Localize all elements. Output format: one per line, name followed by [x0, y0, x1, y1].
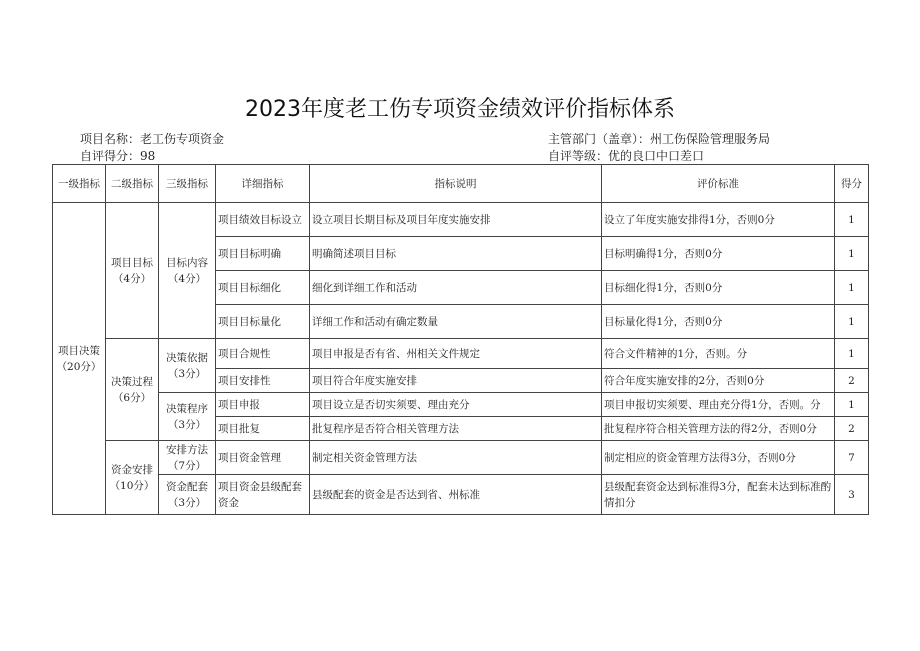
level3-cell: 目标内容（4分） [159, 203, 216, 339]
table-row [53, 203, 869, 237]
desc-cell: 县级配套的资金是否达到省、州标准 [310, 475, 602, 515]
level2-cell: 决策过程（6分） [106, 339, 159, 441]
criteria-cell: 目标量化得1分，否则0分 [602, 305, 835, 339]
score-cell: 1 [835, 237, 869, 271]
level3-cell: 安排方法（7分） [159, 441, 216, 475]
header-criteria: 评价标准 [602, 165, 835, 203]
score-cell: 2 [835, 369, 869, 393]
detail-cell: 项目资金管理 [216, 441, 310, 475]
score-cell: 1 [835, 203, 869, 237]
score-cell: 3 [835, 475, 869, 515]
detail-cell: 项目资金县级配套资金 [216, 475, 310, 515]
level2-cell: 项目目标（4分） [106, 203, 159, 339]
project-name: 项目名称：老工伤专项资金 [80, 132, 225, 146]
self-score: 自评得分：98 [80, 149, 156, 163]
score-cell: 1 [835, 393, 869, 417]
header-level2: 二级指标 [106, 165, 159, 203]
desc-cell: 细化到详细工作和活动 [310, 271, 602, 305]
table-row [53, 339, 869, 369]
detail-cell: 项目申报 [216, 393, 310, 417]
criteria-cell: 项目申报切实须要、理由充分得1分，否则。分 [602, 393, 835, 417]
criteria-cell: 县级配套资金达到标准得3分，配套未达到标准酌情扣分 [602, 475, 835, 515]
header-score: 得分 [835, 165, 869, 203]
table-row [53, 393, 869, 417]
desc-cell: 项目申报是否有省、州相关文件规定 [310, 339, 602, 369]
level1-cell: 项目决策（20分） [53, 203, 106, 515]
detail-cell: 项目目标细化 [216, 271, 310, 305]
score-cell: 2 [835, 417, 869, 441]
detail-cell: 项目绩效目标设立 [216, 203, 310, 237]
score-cell: 1 [835, 271, 869, 305]
header-level1: 一级指标 [53, 165, 106, 203]
desc-cell: 项目符合年度实施安排 [310, 369, 602, 393]
self-grade: 自评等级：优的良口中口差口 [548, 149, 705, 163]
detail-cell: 项目目标量化 [216, 305, 310, 339]
score-cell: 1 [835, 339, 869, 369]
desc-cell: 设立项目长期目标及项目年度实施安排 [310, 203, 602, 237]
criteria-cell: 目标细化得1分，否则0分 [602, 271, 835, 305]
header-level3: 三级指标 [159, 165, 216, 203]
criteria-cell: 目标明确得1分，否则0分 [602, 237, 835, 271]
score-cell: 1 [835, 305, 869, 339]
level3-cell: 决策依据（3分） [159, 339, 216, 393]
detail-cell: 项目安排性 [216, 369, 310, 393]
level3-cell: 决策程序（3分） [159, 393, 216, 441]
table-row [53, 441, 869, 475]
criteria-cell: 符合文件精神的1分，否则。分 [602, 339, 835, 369]
table-row [53, 475, 869, 515]
detail-cell: 项目合规性 [216, 339, 310, 369]
criteria-cell: 批复程序符合相关管理方法的得2分，否则0分 [602, 417, 835, 441]
detail-cell: 项目目标明确 [216, 237, 310, 271]
criteria-cell: 符合年度实施安排的2分，否则0分 [602, 369, 835, 393]
desc-cell: 制定相关资金管理方法 [310, 441, 602, 475]
desc-cell: 批复程序是否符合相关管理方法 [310, 417, 602, 441]
level2-cell: 资金安排（10分） [106, 441, 159, 515]
table-header-row [53, 165, 869, 203]
desc-cell: 项目设立是否切实须要、理由充分 [310, 393, 602, 417]
header-detail: 详细指标 [216, 165, 310, 203]
evaluation-table [52, 164, 869, 515]
criteria-cell: 设立了年度实施安排得1分，否则0分 [602, 203, 835, 237]
header-desc: 指标说明 [310, 165, 602, 203]
score-cell: 7 [835, 441, 869, 475]
desc-cell: 明确简述项目目标 [310, 237, 602, 271]
level3-cell: 资金配套（3分） [159, 475, 216, 515]
department: 主管部门（盖章）：州工伤保险管理服务局 [548, 132, 771, 146]
criteria-cell: 制定相应的资金管理方法得3分，否则0分 [602, 441, 835, 475]
detail-cell: 项目批复 [216, 417, 310, 441]
page-title: 2023年度老工伤专项资金绩效评价指标体系 [245, 97, 675, 122]
desc-cell: 详细工作和活动有确定数量 [310, 305, 602, 339]
